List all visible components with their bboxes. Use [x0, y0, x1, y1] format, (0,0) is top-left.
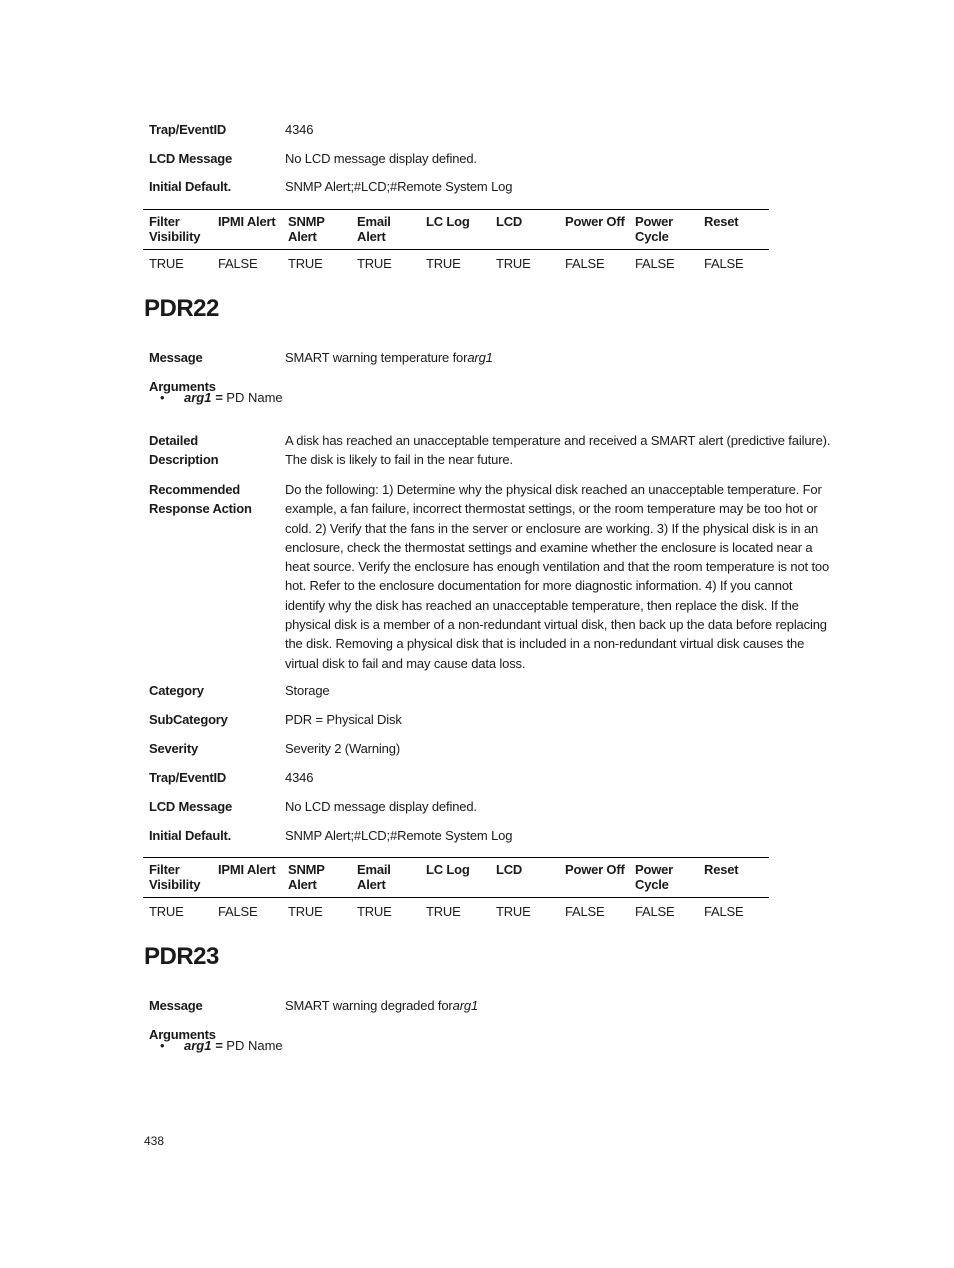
page-number: 438	[144, 1134, 165, 1148]
table-cell: FALSE	[704, 904, 744, 919]
field-label: Category	[149, 683, 204, 698]
table-header-cell: Filter Visibility	[149, 214, 201, 244]
field-value: No LCD message display defined.	[285, 799, 477, 814]
table-header-cell: Reset	[704, 862, 739, 877]
table-cell: TRUE	[288, 256, 323, 271]
field-value: SNMP Alert;#LCD;#Remote System Log	[285, 828, 513, 843]
table-header-cell: Reset	[704, 214, 739, 229]
field-value: PDR = Physical Disk	[285, 712, 402, 727]
table-header-cell: SNMP Alert	[288, 862, 325, 892]
field-label: Detailed Description	[149, 433, 219, 468]
field-label: Initial Default.	[149, 179, 232, 194]
field-value: Severity 2 (Warning)	[285, 741, 400, 756]
field-label: LCD Message	[149, 151, 233, 166]
bullet-icon: •	[160, 1038, 165, 1053]
table-header-cell: LC Log	[426, 214, 470, 229]
table-cell: TRUE	[496, 904, 531, 919]
field-label: Message	[149, 998, 203, 1013]
field-value	[285, 996, 833, 1015]
field-label: Trap/EventID	[149, 770, 227, 785]
table-header-cell: SNMP Alert	[288, 214, 325, 244]
table-header-cell: Power Cycle	[635, 214, 674, 244]
field-value: Storage	[285, 683, 330, 698]
table-header-cell: LCD	[496, 862, 523, 877]
table-cell: TRUE	[496, 256, 531, 271]
table-header-cell: LCD	[496, 214, 523, 229]
table-header-cell: Email Alert	[357, 214, 391, 244]
section-heading-pdr22: PDR22	[144, 295, 219, 322]
field-value: A disk has reached an unacceptable temperature and received a SMART alert (predictive failure). The disk is likely to fail in the near future.	[285, 433, 831, 468]
field-label: Arguments	[149, 1027, 216, 1042]
table-cell: FALSE	[704, 256, 744, 271]
table-header-rule	[143, 249, 769, 250]
table-header-cell: IPMI Alert	[218, 862, 276, 877]
field-value	[285, 348, 833, 367]
argument-name: arg1 =	[184, 390, 223, 405]
table-cell: FALSE	[635, 904, 675, 919]
message-text: SMART warning degraded for	[285, 998, 453, 1013]
field-label: Initial Default.	[149, 828, 232, 843]
table-header-cell: Power Off	[565, 214, 625, 229]
table-header-cell: LC Log	[426, 862, 470, 877]
alert-filter-table	[143, 209, 769, 279]
message-arg: arg1	[467, 350, 493, 365]
table-cell: FALSE	[635, 256, 675, 271]
table-cell: FALSE	[565, 256, 605, 271]
table-header-cell: Filter Visibility	[149, 862, 201, 892]
alert-filter-table	[143, 857, 769, 927]
argument-description: PD Name	[222, 1038, 283, 1053]
field-value: 4346	[285, 122, 314, 137]
field-value: 4346	[285, 770, 314, 785]
message-text: SMART warning temperature for	[285, 350, 468, 365]
field-label: LCD Message	[149, 799, 233, 814]
field-value: No LCD message display defined.	[285, 151, 477, 166]
table-cell: FALSE	[218, 904, 258, 919]
field-label: Recommended Response Action	[149, 482, 252, 517]
field-label: Arguments	[149, 379, 216, 394]
field-value: SNMP Alert;#LCD;#Remote System Log	[285, 179, 513, 194]
table-cell: TRUE	[426, 256, 461, 271]
section-heading-pdr23: PDR23	[144, 943, 219, 970]
field-label: Severity	[149, 741, 198, 756]
field-value: Do the following: 1) Determine why the physical disk reached an unacceptable temperature. For example, a fan failure, incorrect thermostat settings, or the room temperature may be too hot or cold. 2) Verify that the fans in the server or enclosure are working. 3) If the physical disk is in an enclosure, check the thermostat settings and examine whether the enclosure is located near a heat source. Verify the enclosure has enough ventilation and that the room temperature is not too hot. Refer to the enclosure documentation for more diagnostic information. 4) If you cannot identify why the disk has reached an unacceptable temperature, then replace the disk. If the physical disk is a member of a non-redundant virtual disk, then back up the data before replacing the disk. Removing a physical disk that is included in a non-redundant virtual disk causes the virtual disk to fail and may cause data loss.	[285, 482, 830, 671]
table-cell: TRUE	[288, 904, 323, 919]
field-label: Message	[149, 350, 203, 365]
table-header-cell: IPMI Alert	[218, 214, 276, 229]
table-header-rule	[143, 897, 769, 898]
field-label: SubCategory	[149, 712, 228, 727]
table-header-cell: Power Off	[565, 862, 625, 877]
table-cell: FALSE	[565, 904, 605, 919]
table-header-cell: Email Alert	[357, 862, 391, 892]
argument-name: arg1 =	[184, 1038, 223, 1053]
table-cell: TRUE	[357, 904, 392, 919]
table-cell: TRUE	[426, 904, 461, 919]
table-top-rule	[143, 209, 769, 210]
table-cell: FALSE	[218, 256, 258, 271]
table-header-cell: Power Cycle	[635, 862, 674, 892]
message-arg: arg1	[452, 998, 479, 1013]
table-top-rule	[143, 857, 769, 858]
field-label: Trap/EventID	[149, 122, 227, 137]
table-cell: TRUE	[149, 904, 184, 919]
table-cell: TRUE	[149, 256, 184, 271]
table-cell: TRUE	[357, 256, 392, 271]
bullet-icon: •	[160, 390, 165, 405]
argument-description: PD Name	[222, 390, 283, 405]
